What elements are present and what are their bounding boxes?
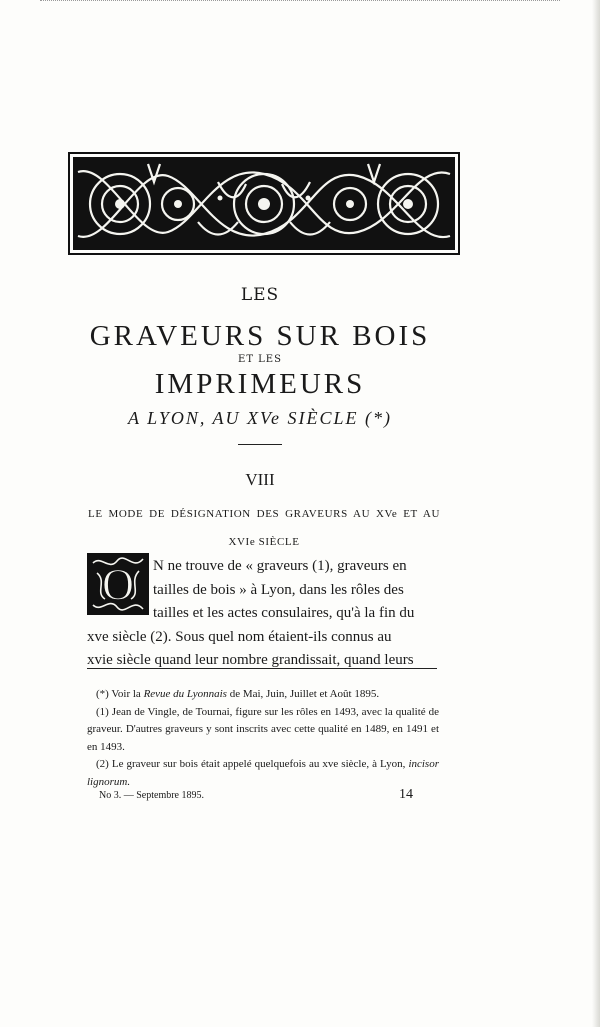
footnote-2: (2) Le graveur sur bois était appelé quelquefois au xve siècle, à Lyon, incisor lignorum. — [87, 758, 439, 788]
title-line-2: IMPRIMEURS — [154, 368, 366, 400]
footnote-star: (*) Voir la Revue du Lyonnais de Mai, Juin, Juillet et Août 1895. — [96, 688, 380, 700]
dropcap-letter: O — [102, 560, 134, 609]
journal-name: Revue du Lyonnais — [143, 688, 227, 700]
footnote-1: (1) Jean de Vingle, de Tournai, figure sur les rôles en 1493, avec la qualité de graveur. D'autres graveurs y sont inscrits avec cette qualité en 1489, en 1491 et en 1493. — [87, 705, 439, 753]
title-divider — [238, 444, 282, 445]
issue-line: No 3. — Septembre 1895. — [99, 790, 204, 801]
heading-et-les: ET LES — [238, 354, 282, 365]
section-title: LE MODE DE DÉSIGNATION DES GRAVEURS AU XVe ET AU XVIe SIÈCLE — [88, 508, 440, 548]
title-line-1: GRAVEURS SUR BOIS — [89, 320, 431, 352]
body-line-1: N ne trouve de « graveurs (1), graveurs en — [153, 558, 407, 574]
footnote-divider — [87, 668, 437, 669]
page-edge-shadow — [592, 0, 600, 1027]
top-edge-mark — [40, 0, 560, 5]
latin-term: incisor lignorum. — [87, 758, 439, 788]
body-line-5: xvie siècle quand leur nombre grandissait, quand leurs — [87, 652, 414, 668]
page-number: 14 — [399, 787, 413, 802]
chapter-number: VIII — [245, 470, 275, 489]
body-line-3: tailles et les actes consulaires, qu'à la fin du — [153, 605, 415, 621]
subtitle: A LYON, AU XVe SIÈCLE (*) — [128, 408, 392, 428]
ornamental-headpiece — [68, 152, 460, 255]
body-paragraph — [87, 555, 439, 673]
body-line-2: tailles de bois » à Lyon, dans les rôles des — [153, 581, 404, 598]
body-line-4: xve siècle (2). Sous quel nom étaient-ils connus au — [87, 628, 392, 645]
heading-les: LES — [240, 285, 280, 305]
footnotes — [87, 686, 439, 791]
